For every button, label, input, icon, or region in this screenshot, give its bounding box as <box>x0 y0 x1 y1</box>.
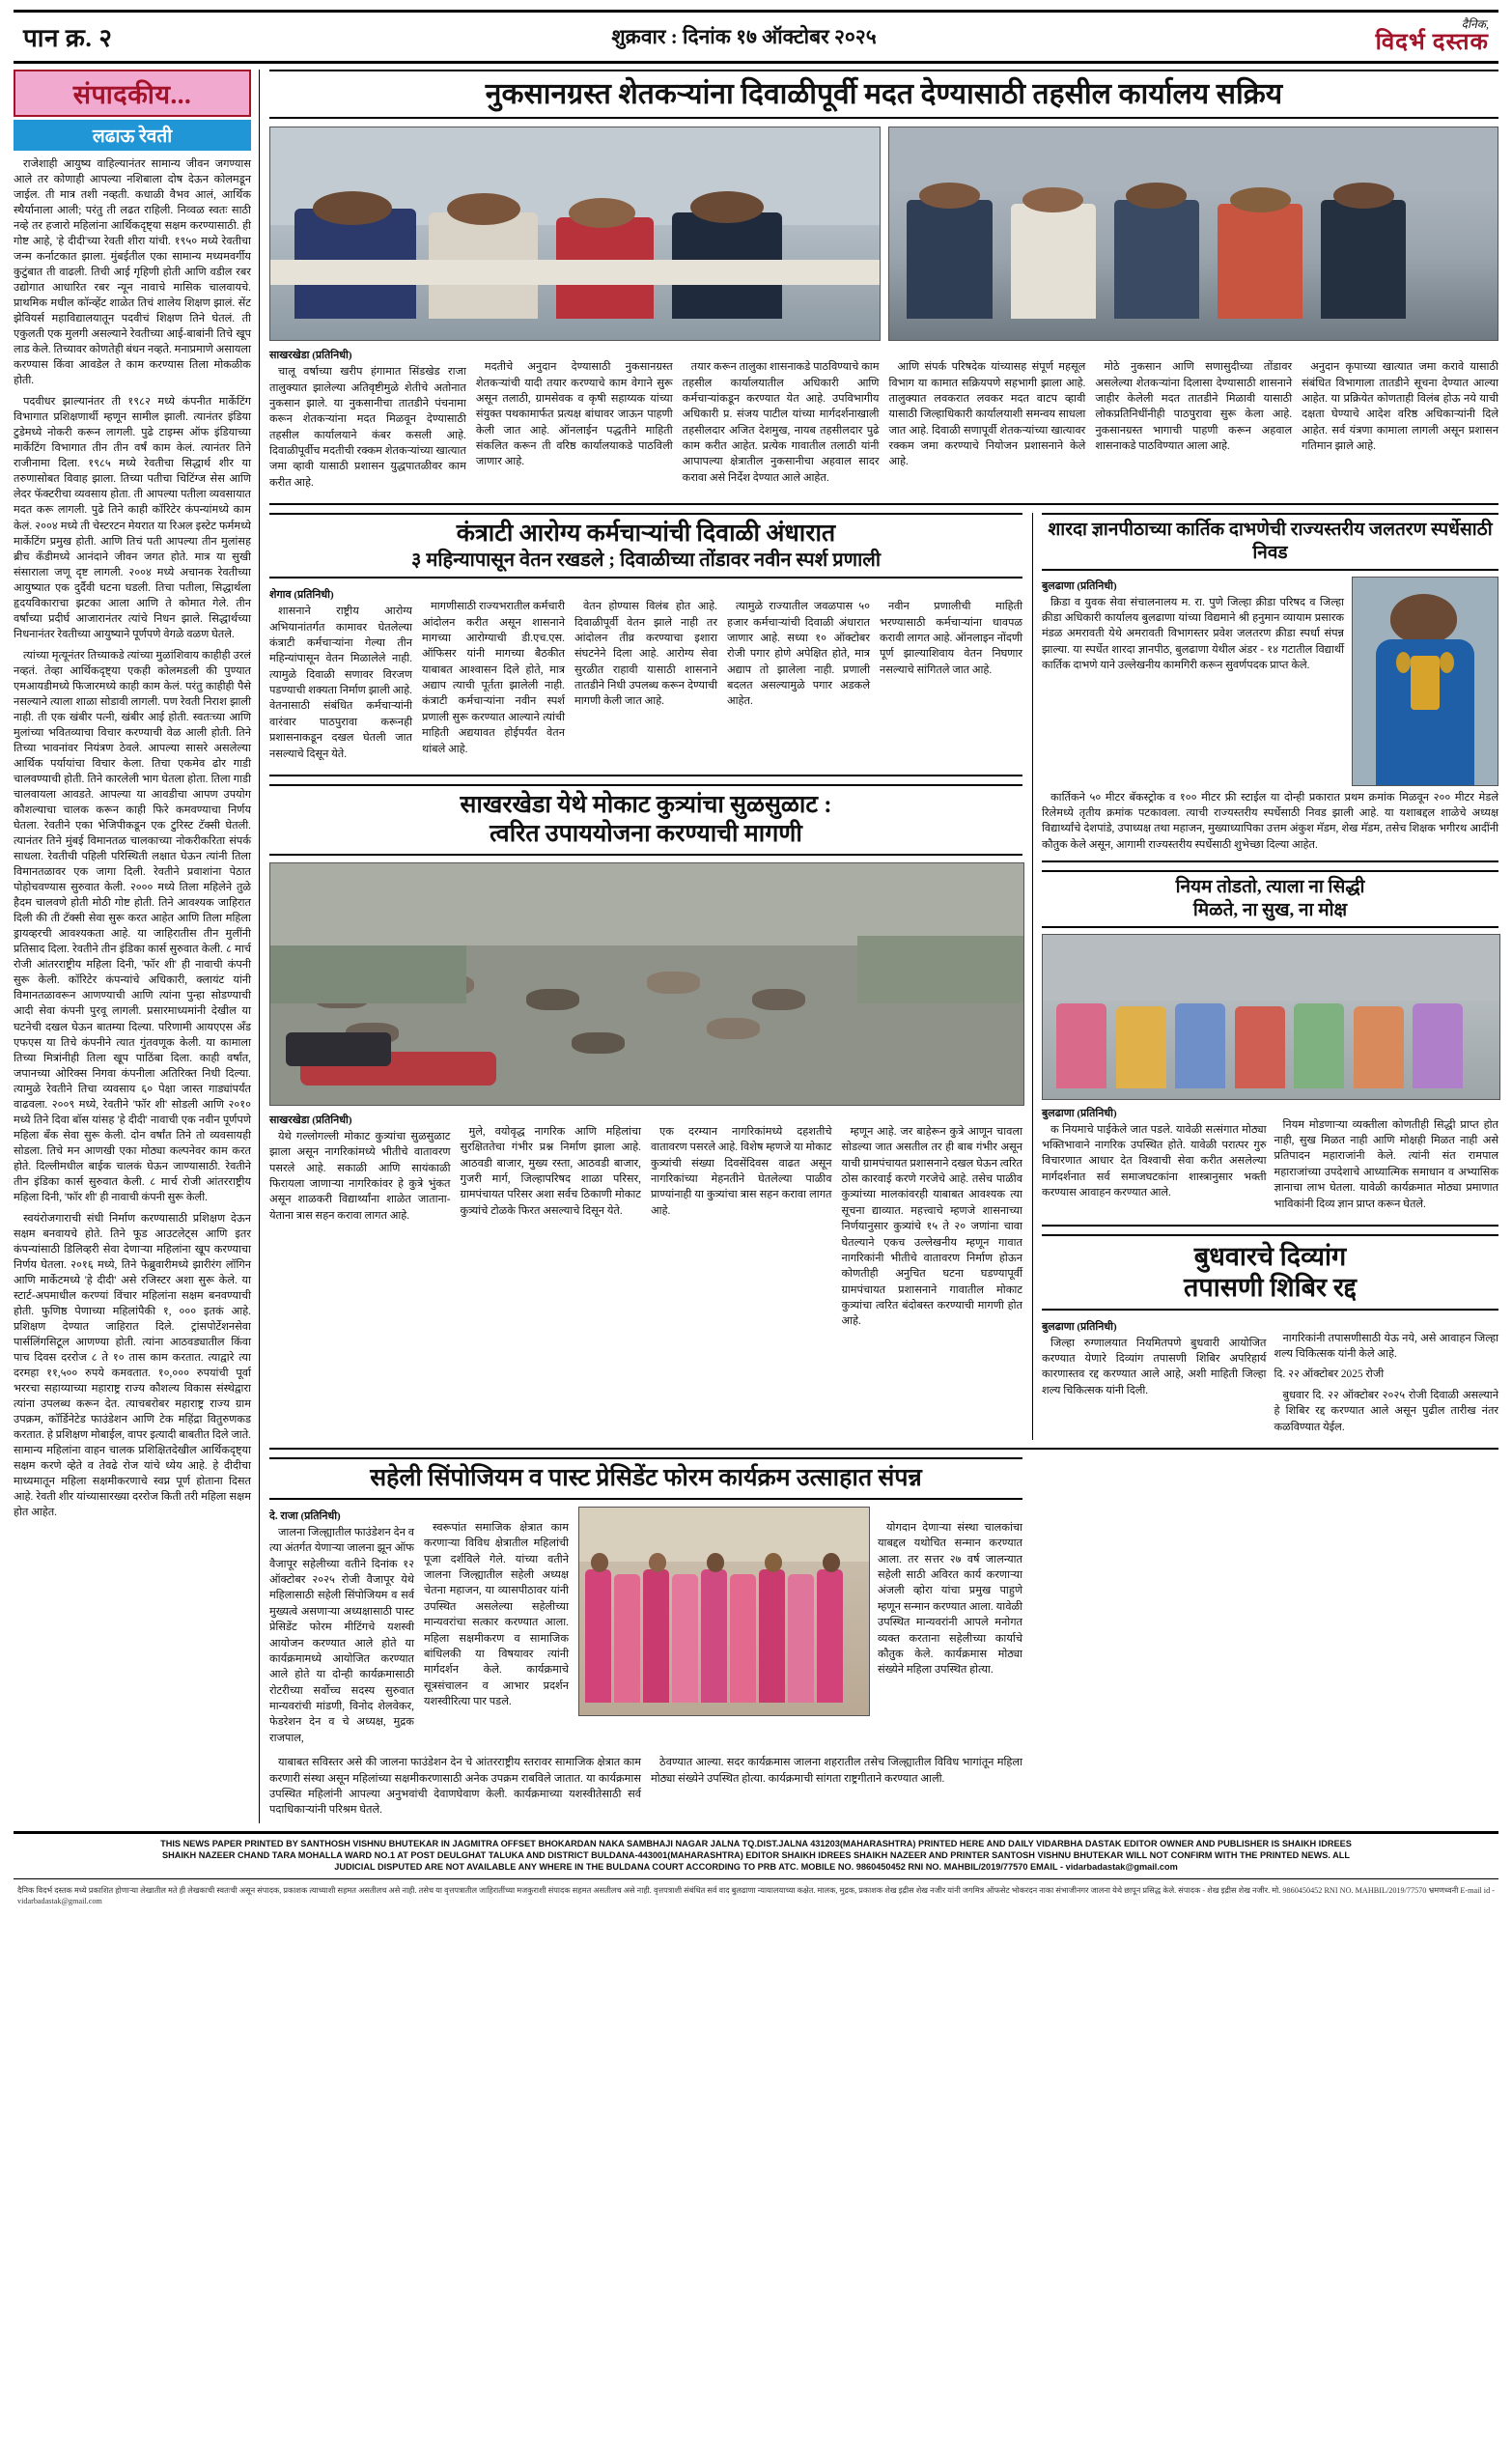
story7-paragraph: जिल्हा रुग्णालयात नियमितपणे बुधवारी आयोजित करण्यात येणारे दिव्यांग तपासणी शिबिर अपरिहार्य कारणास्तव रद्द करण्यात आले आहे, अशी माहिती जिल्हा शल्य चिकित्सक यांनी दिली. <box>1042 1337 1267 1396</box>
story2-col-3 <box>574 585 717 767</box>
lead-paragraph: तयार करून तालुका शासनाकडे पाठविण्याचे काम तहसील कार्यालयातील अधिकारी आणि कर्मचाऱ्यांकडून करण्यात येत आहे. उपविभागीय अधिकारी प्र. संजय पाटील यांच्या मार्गदर्शनाखाली तहसीलदार अजित देशमुख, नायब तहसीलदार पुढे काम करीत आहेत. प्रत्येक गावातील तलाठी यांनी आपापल्या क्षेत्रातील नुकसानीचा अहवाल सादर करावा असे निर्देश देण्यात आले आहेत. <box>682 361 880 484</box>
story2-paragraph: मागणीसाठी राज्यभरातील कर्मचारी आंदोलन करीत असून शासनाने मागच्या आरोग्याची डी.एच.एस. ऑफिसर यांनी मागच्या बैठकीत याबाबत आश्वासन दिले होते, मात्र अद्याप त्याची पूर्तता झालेली नाही. कंत्राटी कर्मचाऱ्यांना नवीन स्पर्श प्रणाली सुरू करण्यात आल्याने त्यांची माहिती अद्ययावत होईपर्यंत वेतन थांबले आहे. <box>422 601 565 755</box>
editorial-paragraph: पदवीधर झाल्यानंतर ती १९८२ मध्ये कंपनीत मार्केटिंग विभागात प्रशिक्षणार्थी म्हणून सामील झाली. त्यानंतर इंडिया टुडेमध्ये नोकरी करून लागली. पुढे टाइम्स ऑफ इंडियाच्या मार्केटिंग विभागात तीन तीन वर्षं काम केलं. त्यानंतर तिने राजीनामा दिला. १९८५ मध्ये रेवतीचा सिद्धार्थ शीर या तरुणासोबत विवाह झाला. तिच्या पतीचा चिटिंग्ज सेस आणि लेदर फॅक्टरीचा व्यवसाय होता. ती आपल्या पतीला व्यवसायात मदत करू लागली. पुढे तिने काही कॉरिटेर कंपन्यांमध्ये काम केलं. २००४ मध्ये ती चेस्टरटन मेयरात या रिअल इस्टेट फर्ममध्ये मार्केटिंग प्रमुख होती. आणि तिचं पती आपल्या तीन मुलांसह ब्रीच कँडीमध्ये आनंदाने जीवन जगत होते. मात्र या सुखी संसाराला जणू दृष्ट लागली. २००४ मध्ये अचानक रेवतीच्या आयुष्यात एक दुर्दैवी घटना घडली. तिचा पतीला, सिद्धार्थला हृदयविकाराचा झटका आला आणि ते कोमात गेले. तीन वर्षांच्या प्रदीर्घ आजारानंतर त्यांचे निधन झाले. सिद्धार्थच्या निधनानंतर रेवतीच्या आयुष्याने पूर्णपणे वेगळे वळण घेतले. <box>14 396 251 640</box>
imprint-line-2: SHAIKH NAZEER CHAND TARA MOHALLA WARD NO.1 AT POST DEULGHAT TALUKA AND DISTRICT BULDANA-443001(MAHARASHTRA) EDITOR SHAIKH IDREES SHAIKH NAZEER AND PRINTER SANTOSH VISHNU BHUTEKAR WILL NOT CONFIRM WITH THE PRINTED NEWS. ALL <box>161 1849 1351 1860</box>
story7-headline-line2: तपासणी शिबिर रद्द <box>1184 1273 1357 1303</box>
story2-credit: शेगाव (प्रतिनिधी) <box>269 589 334 602</box>
lead-paragraph: मोठे नुकसान आणि सणासुदीच्या तोंडावर असलेल्या शेतकऱ्यांना दिलासा देण्यासाठी शासनाने जाहीर केलेली मदत तातडीने मिळावी यासाठी लोकप्रतिनिधींनीही पाठपुरावा सुरू केला आहे. नुकसानग्रस्त भागाची पाहणी करून अहवाल शासनाकडे पाठविण्यात आला आहे. <box>1095 361 1293 453</box>
story-swimming <box>1042 513 1498 853</box>
editorial-header <box>14 70 251 117</box>
story3-col-2 <box>461 1111 642 1335</box>
story5-credit: बुलढाणा (प्रतिनिधी) <box>1042 579 1117 592</box>
story4-paragraph: जालना जिल्ह्यातील फाउंडेशन देन व त्या अंतर्गत येणाऱ्या जालना झून ऑफ वैजापूर सहेलीच्या वतीने दिनांक १२ ऑक्टोबर २०२५ रोजी वैजापूर येथे महिलासाठी सहेली सिंपोजियम व सर्व मुख्यत्वे असणाऱ्या अध्यक्षासाठी पास्ट प्रेसिडेंट फोरम मीटिंगचे यशस्वी आयोजन करण्यात आले होते या कार्यक्रमामध्ये आयोजित करण्यात आले होते या दोन्ही कार्यक्रमासाठी रोटरीच्या सर्वोच्च सदस्य सुरुवात मान्यवरांची मांडणी, विनोद शेलवेकर, फेडरेशन देन व चे अध्यक्ष, मुद्रक राजपाल, <box>269 1526 414 1744</box>
story2-headline-line2: ३ महिन्यापासून वेतन रखडले ; दिवाळीच्या तोंडावर नवीन स्पर्श प्रणाली <box>410 550 882 572</box>
story5-paragraph: क्रिडा व युवक सेवा संचालनालय म. रा. पुणे जिल्हा क्रीडा परिषद व जिल्हा क्रीडा अधिकारी कार्यालय बुलढाणा यांच्या विद्यमाने श्री हनुमान व्यायाम प्रसारक मंडळ अमरावती येथे अमरावती विभागस्तर प्रवेश जलतरण क्रीडा स्पर्धा संपन्न झाल्या. या स्पर्धेत शारदा ज्ञानपीठ, बुलढाणा येथील अंडर - १४ गटातील विद्यार्थी कार्तिक दाभणे याने उल्लेखनीय कामगिरी करून सुवर्णपदक प्राप्त केले. <box>1042 596 1344 672</box>
paper-logo-small: दैनिक, <box>1461 17 1489 31</box>
section-divider <box>269 1448 1498 1450</box>
story3-photo <box>269 862 1024 1106</box>
story3-headline-line2: त्वरित उपाययोजना करण्याची मागणी <box>490 820 802 847</box>
story-saheli <box>269 1457 1022 1823</box>
story4-paragraph: ठेवण्यात आल्या. सदर कार्यक्रमास जालना शहरातील तसेच जिल्ह्यातील विविध भागांतून महिला मोठ्या संख्येने उपस्थित होत्या. कार्यक्रमाची सांगता राष्ट्रगीताने करण्यात आली. <box>651 1757 1022 1785</box>
story3-col-4 <box>842 1111 1023 1335</box>
lead-story-photo-1 <box>269 127 881 341</box>
lead-story <box>269 70 1498 495</box>
section-divider <box>1042 1225 1498 1227</box>
lead-col-1 <box>269 346 466 495</box>
editorial-paragraph: स्वयंरोजगाराची संधी निर्माण करण्यासाठी प्रशिक्षण देऊन सक्षम बनवायचे होते. तिने फूड आउटलेट्स आणि इतर कंपन्यांसाठी डिलिव्हरी सेवा देणाऱ्या महिलांना खूप करण्याचा निर्णय घेतला. २०१६ मध्ये, तिने फेब्रुवारीमध्ये झारीरंग लॉगिन आणि मार्केटमध्ये 'हे दीदी' असे रजिस्टर अशा सुरू केले. या स्टार्ट-अपमाधील करण्यां विंचार महिलांना सक्षम बनवण्याची होती. फुणिष्ठ पेणाच्या महिलांपैकी १, ००० इतकं आहे. प्रशिक्षण देण्यात जाहिरात दिले. ट्रांसपोर्टेशनसेवा पार्सलिंगसिटूल आणण्या होती. त्यांना आठवड्यातील किंवा पाच दिवस दररोज ८ ते १० तास काम करतात. त्याद्वारे त्या दरमहा ११,५०० रुपये कमवतात. १०,००० रुपयांची पूर्वा भररचा सहाय्याच्या महाराष्ट्र राज्य कौशल्य विकास संस्थेद्वारा त्यांना उपलब्ध करून देत. त्याचबरोबर महाराष्ट्र राज्य ग्राम उपक्रम, कॉर्डिनेटेड फाउंडेशन आणि टेक महिंद्रा वितुरुणकड करतात. हे प्रशिक्षण मोबाईल, वापर इत्यादी बाबतीत दिले जाते. सामान्य महिलांना वाहन चालक प्रशिक्षितदेखील आर्थिकदृष्ट्या सक्षम करणे व्हेते व तेवढे रोज यांचे ध्येय आहे. हे दीदीचा माध्यमातून महिला सक्षमीकरणाचे स्वप्न पूर्ण होताना दिसत आहे. रेवती शीर यांच्यासारख्या दररोज किती तरी महिला सक्षम होत आहेत. <box>14 1212 251 1519</box>
story4-paragraph: योगदान देणाऱ्या संस्था चालकांचा याबद्दल यथोचित सन्मान करण्यात आला. तर सत्तर २७ वर्ष जालन्यात सहेली साठी अविरत कार्य करणाऱ्या अंजली व्होरा यांचा प्रमुख पाहुणे म्हणून सन्मान करण्यात आला. यावेळी उपस्थित मान्यवरांनी आपले मनोगत व्यक्त करताना सहेलीच्या कार्याचे कौतुक केले. कार्यक्रमास मोठ्या संख्येने महिला उपस्थित होत्या. <box>878 1521 1022 1677</box>
imprint-line-1: THIS NEWS PAPER PRINTED BY SANTHOSH VISHNU BHUTEKAR IN JAGMITRA OFFSET BHOKARDAN NAKA SAMBHAJI NAGAR JALNA TQ.DIST.JALNA 431203(MAHARASHTRA) PRINTED HERE AND DAILY VIDARBHA DASTAK EDITOR OWNER AND PUBLISHER IS SHAIKH IDREES <box>160 1838 1352 1848</box>
main-column <box>269 70 1498 1823</box>
paper-logo <box>1376 18 1489 55</box>
page-body <box>14 70 1498 1823</box>
story4-headline: सहेली सिंपोजियम व पास्ट प्रेसिडेंट फोरम कार्यक्रम उत्साहात संपन्न <box>269 1457 1022 1500</box>
story6-paragraph: नियम मोडणाऱ्या व्यक्तीला कोणतीही सिद्धी प्राप्त होत नाही, सुख मिळत नाही आणि मोक्षही मिळत नाही असे प्रतिपादन महाराजांनी केले. त्यांनी संत रामपाल महाराजांच्या उपदेशाचे आध्यात्मिक समाधान व अभ्यासिक ज्ञानाचा लाभ घेतला. यावेळी कार्यक्रमात मोठ्या प्रमाणात भाविकांनी दिव्य ज्ञान प्राप्त करून घेतले. <box>1274 1118 1498 1210</box>
story2-headline <box>269 513 1022 578</box>
right-column <box>1032 513 1498 1440</box>
page-number-label: पान क्र. २ <box>23 23 113 52</box>
section-divider <box>269 503 1498 505</box>
story5-headline: शारदा ज्ञानपीठाच्या कार्तिक दाभणेची राज्यस्तरीय जलतरण स्पर्धेसाठी निवड <box>1042 513 1498 571</box>
editorial-paragraph: राजेशाही आयुष्य वाहिल्यानंतर सामान्य जीवन जगण्यास आले तर कोणाही आपल्या नशिबाला दोष देऊन कोलमडून जाईल. ती मात्र तशी नव्हती. कधाळी वैभव आलं, आर्थिक स्थैर्यानाला आली; परंतु ती लढत राहिली. निव्वळ स्वतः साठी नव्हे तर हजारो महिलांना आर्थिकदृष्ट्या सक्षम करण्यासाठी. ही गोष्ट आहे, 'हे दीदी'च्या रेवती शीरा यांची. १९५० मध्ये रेवतीचा जन्म कर्नाटकात झाला. मुंबईतील एका सामान्य मध्यमवर्गीय कुटुंबात ती वाढली. तिची आई गृहिणी होती आणि वडील रबर उद्योगात आधारित रबर न्यून नावाचे मासिक चालवायचे. प्राथमिक मधील कॉन्व्हेंट शाळेत तिचं शालेय शिक्षण झालं. सेंट झेवियर्स महाविद्यालयातून पदवीचं शिक्षण तिने घेतलं. ती एकुलती एक मुलगी असल्याने रेवतीच्या आई-बाबांनी तिचे खूप लाड केले. तिच्यावर कोणतेही बंधन नव्हते. मनाप्रमाणे असायला करण्यास किंवा आवडेल ते काम करण्यास तिला मोकळीक होती. <box>14 157 251 387</box>
lead-paragraph: अनुदान कृपाच्या खात्यात जमा करावे यासाठी संबंधित विभागाला तातडीने सूचना देण्यात आल्या आहेत. या प्रक्रियेत कोणताही विलंब होऊ नये याची दक्षता घेण्याचे आदेश वरिष्ठ अधिकाऱ्यांनी दिले आहेत. सर्व यंत्रणा कामाला लागली असून प्रशासन गतिमान झाले आहे. <box>1302 361 1498 453</box>
story3-paragraph: म्हणून आहे. जर बाहेरून कुत्रे आणून चावला सोडल्या जात असतील तर ही बाब गंभीर असून याची ग्रामपंचायत प्रशासनाने दखल घेऊन त्वरित ठोस कारवाई करणे गरजेचे आहे. तसेच पाळीव कुत्र्यांच्या मालकांवरही याबाबत आवश्यक त्या सूचना द्याव्यात. महत्त्वाचे म्हणजे शासनाच्या निर्णयानुसार कुत्र्यांचे १५ ते २० जणांना चावा घेतल्याने एकच उल्लेखनीय म्हणून गावात नागरिकांनी भीतीचे वातावरण निर्माण होऊन कोणतीही अनुचित घटना घडण्यापूर्वी ग्रामपंचायत प्रशासनाने गावातील मोकाट कुत्र्यांचा त्वरित बंदोबस्त करण्याची मागणी होत आहे. <box>841 1125 1022 1328</box>
story2-col-2 <box>422 585 565 767</box>
story2-headline-line1: कंत्राटी आरोग्य कर्मचाऱ्यांची दिवाळी अंधारात <box>456 521 836 548</box>
masthead <box>14 10 1498 64</box>
story7-paragraph: नागरिकांनी तपासणीसाठी येऊ नये, असे आवाहन जिल्हा शल्य चिकित्सक यांनी केले आहे. <box>1274 1332 1498 1361</box>
story3-paragraph: मुले, वयोवृद्ध नागरिक आणि महिलांचा सुरक्षिततेचा गंभीर प्रश्न निर्माण झाला आहे. आठवडी बाजार, मुख्य रस्ता, आठवडी बाजार, गुजरी मार्ग, जिल्हापरिषद शाळा परिसर, ग्रामपंचायत परिसर अशा सर्वच ठिकाणी मोकाट कुत्र्यांचे टोळके फिरत असल्याचे दिसून येते. <box>460 1125 641 1217</box>
lead-col-6 <box>1302 346 1498 495</box>
story7-headline <box>1042 1234 1498 1311</box>
story7-headline-line1: बुधवारचे दिव्यांग <box>1193 1241 1347 1271</box>
story7-paragraph: बुधवार दि. २२ ऑक्टोबर २०२५ रोजी दिवाळी असल्याने हे शिबिर रद्द करण्यात आले असून पुढील तारीख नंतर कळविण्यात येईल. <box>1274 1389 1498 1433</box>
section-divider <box>269 775 1022 776</box>
story3-col-1 <box>269 1111 451 1335</box>
editorial-body <box>14 156 251 1521</box>
story4-paragraph: याबाबत सविस्तर असे की जालना फाउंडेशन देन चे आंतरराष्ट्रीय स्तरावर सामाजिक क्षेत्रात काम करणारी संस्था असून महिलांच्या सक्षमीकरणासाठी अनेक उपक्रम राबविले जातात. या कार्यक्रमास उपस्थित महिलांनी आपल्या अनुभवांची देवाणघेवाण केली. कार्यक्रमाच्या यशस्वीतेसाठी सर्व पदाधिकाऱ्यांनी परिश्रम घेतले. <box>269 1757 641 1817</box>
story7-credit: बुलढाणा (प्रतिनिधी) <box>1042 1320 1117 1333</box>
editorial-column <box>14 70 260 1823</box>
lead-col-3 <box>683 346 880 495</box>
lead-paragraph: मदतीचे अनुदान देण्यासाठी नुकसानग्रस्त शेतकऱ्यांची यादी तयार करण्याचे काम वेगाने सुरू असून तलाठी, ग्रामसेवक व कृषी सहाय्यक यांच्या संयुक्त पथकामार्फत प्रत्यक्ष बांधावर जाऊन पाहणी केली जात आहे. ऑनलाईन पद्धतीने माहिती संकलित करून ती वरिष्ठ कार्यालयाकडे पाठविली जाणार आहे. <box>475 361 673 468</box>
story2-col-5 <box>880 585 1022 767</box>
story-divyang-camp <box>1042 1234 1498 1440</box>
lead-col-4 <box>888 346 1085 495</box>
story7-date-badge-line3: 2025 <box>1340 1368 1363 1381</box>
paper-logo-name: विदर्भ दस्तक <box>1375 29 1489 55</box>
lead-col-5 <box>1095 346 1292 495</box>
lead-story-headline: नुकसानग्रस्त शेतकऱ्यांना दिवाळीपूर्वी मदत देण्यासाठी तहसील कार्यालय सक्रिय <box>269 70 1498 119</box>
story4-col-3 <box>878 1507 1022 1751</box>
story7-date-badge-line1: दि. २२ <box>1274 1368 1300 1381</box>
imprint-marathi: दैनिक विदर्भ दस्तक मध्ये प्रकाशित होणाऱ्या लेखातील मते ही लेखकाची स्वतःची असून संपादक, प्रकाशक त्याच्याशी सहमत असतीलच असे नाही. तसेच या वृत्तपत्रातील जाहिरातींच्या मजकुराशी संपादक सहमत असतीलच असे नाही. वृत्तपत्राशी संबंधित सर्व वाद बुलढाणा न्यायालयाच्या कक्षेत. मालक, मुद्रक, प्रकाशक शेख इद्रीस शेख नजीर यांनी जगमित्र ऑफसेट भोकरदन नाका संभाजीनगर जालना येथे छापून प्रसिद्ध केले. संपादक - शेख इद्रीस शेख नजीर. मो. 9860450452 RNI NO. MAHBIL/2019/77570 भ्रमणध्वनी E-mail id - vidarbadastak@gmail.com <box>17 1885 1495 1905</box>
story-health-contract <box>269 513 1022 767</box>
story5-photo <box>1352 577 1498 786</box>
section-divider <box>1042 860 1498 862</box>
story2-col-4 <box>727 585 870 767</box>
editorial-subtitle: लढाऊ रेवती <box>14 120 251 151</box>
story2-paragraph: त्यामुळे राज्यातील जवळपास ५० हजार कर्मचाऱ्यांची दिवाळी अंधारात जाणार आहे. सध्या १० ऑक्टोबर रोजी पगार होणे अपेक्षित होते, मात्र अद्याप तो झालेला नाही. प्रणाली बदलत असल्यामुळे पगार अडकले आहेत. <box>727 601 870 708</box>
story6-headline-line1: नियम तोडतो, त्याला ना सिद्धी <box>1175 877 1365 898</box>
lead-story-photo-2 <box>888 127 1499 341</box>
story5-paragraph: कार्तिकने ५० मीटर बॅकस्ट्रोक व १०० मीटर फ्री स्टाईल या दोन्ही प्रकारात प्रथम क्रमांक मिळवून २०० मीटर मेडले रिलेमध्ये तृतीय क्रमांक पटकावला. त्याची राज्यस्तरीय स्पर्धेसाठी निवड झाली आहे. या यशाबद्दल शाळेचे अध्यक्ष विद्यार्थ्यांचे देशपांडे, उपाध्यक्ष तथा महाजन, मुख्याध्यापिका उत्तम अंकुश मॅडम, शेख मॅडम, तसेच शिक्षक भगीरथ आदींनी कौतुक केले असून, आगामी राज्यस्तरीय स्पर्धेसाठी शुभेच्छा दिल्या आहेत. <box>1042 791 1498 851</box>
story4-photo <box>578 1507 870 1716</box>
middle-left <box>269 513 1022 1440</box>
lead-paragraph: चालू वर्षाच्या खरीप हंगामात सिंडखेड राजा तालुक्यात झालेल्या अतिवृष्टीमुळे शेतीचे अतोनात नुकसान झाले. या नुकसानीचा तातडीने पंचनामा करून शेतकऱ्यांना मदत मिळवून देण्यासाठी तहसील कार्यालयाने कंबर कसली आहे. दिवाळीपूर्वीच मदतीची रक्कम शेतकऱ्यांच्या खात्यात जमा व्हावी यासाठी प्रशासन युद्धपातळीवर काम करीत आहे. <box>269 366 466 489</box>
story7-date-badge-line2: ऑक्टोबर <box>1302 1368 1339 1381</box>
story-stray-dogs <box>269 784 1022 1335</box>
story3-credit: साखरखेडा (प्रतिनिधी) <box>269 1114 352 1126</box>
story4-credit: दे. राजा (प्रतिनिधी) <box>269 1509 341 1522</box>
story6-headline <box>1042 870 1498 928</box>
imprint-line-3: JUDICIAL DISPUTED ARE NOT AVAILABLE ANY WHERE IN THE BULDANA COURT ACCORDING TO PRB ATC. MOBILE NO. 9860450452 RNI NO. MAHBIL/2019/77570 EMAIL - vidarbadastak@gmail.com <box>334 1861 1178 1872</box>
editorial-title: संपादकीय... <box>72 79 192 109</box>
story4-paragraph: स्वरूपांत समाजिक क्षेत्रात काम करणाऱ्या विविध क्षेत्रातील महिलांची पूजा दर्शविले गेले. यांच्या वतीने जालना जिल्ह्यातील सहेली अध्यक्ष चेतना महाजन, या व्यासपीठावर यांनी उपस्थित असलेल्या सहेलीच्या मान्यवरांचा सत्कार करण्यात आला. महिला सक्षमीकरण व सामाजिक बांधिलकी या विषयावर त्यांनी मार्गदर्शन केले. कार्यक्रमाचे सूत्रसंचालन व आभार प्रदर्शन यशस्वीरित्या पार पडले. <box>424 1521 569 1708</box>
story3-col-3 <box>651 1111 832 1335</box>
story2-paragraph: वेतन होण्यास विलंब होत आहे. दिवाळीपूर्वी वेतन झाले नाही तर आंदोलन तीव्र करण्याचा इशारा संघटनेने दिला आहे. आरोग्य सेवा सुरळीत राहावी यासाठी शासनाने तातडीने निधी उपलब्ध करून देण्याची मागणी केली जात आहे. <box>574 601 717 708</box>
story2-col-1 <box>269 585 412 767</box>
story4-col-2 <box>424 1507 569 1751</box>
story-satsang <box>1042 870 1498 1217</box>
lead-col-2 <box>476 346 673 495</box>
story3-paragraph: येथे गल्लोगल्ली मोकाट कुत्र्यांचा सुळसुळाट झाला असून नागरिकांमध्ये भीतीचे वातावरण पसरले आहे. सकाळी आणि सायंकाळी फिरायला जाणाऱ्या नागरिकांवर हे कुत्रे भुंकत असून शाळकरी विद्यार्थ्यांना शाळेत जाताना-येताना त्रास सहन करावा लागत आहे. <box>269 1130 451 1222</box>
story2-paragraph: शासनाने राष्ट्रीय आरोग्य अभियानांतर्गत कामावर घेतलेल्या कंत्राटी कर्मचाऱ्यांना गेल्या तीन महिन्यांपासून वेतन मिळालेले नाही. त्यामुळे दिवाळी सणावर विरजण पडण्याची शक्यता निर्माण झाली आहे. वेतनासाठी संबंधित कर्मचाऱ्यांनी वारंवार पाठपुरावा करूनही प्रशासनाकडून दखल घेतली जात नसल्याचे दिसून येते. <box>269 606 412 760</box>
story6-headline-line2: मिळते, ना सुख, ना मोक्ष <box>1192 899 1348 920</box>
story6-credit: बुलढाणा (प्रतिनिधी) <box>1042 1107 1117 1119</box>
story3-paragraph: एक दरम्यान नागरिकांमध्ये दहशतीचे वातावरण पसरले आहे. विशेष म्हणजे या मोकाट कुत्र्यांची संख्या दिवसेंदिवस वाढत असून नागरिकांच्या मेहनतीने घेतलेल्या पाळीव प्राण्यांनाही या कुत्र्यांचा त्रास सहन करावा लागत आहे. <box>651 1125 832 1217</box>
story4-photo-wrap <box>578 1507 868 1751</box>
editorial-paragraph: त्यांच्या मृत्यूनंतर तिच्याकडे त्यांच्या मुळांशिवाय काहीही उरलं नव्हतं. तेव्हा आर्थिकदृष्ट्या एकही कोलमडली की पुण्यात एमआयडीमध्ये फिजारमध्ये काही काम केलं. परंतु काहीही पैसे नसल्याने त्याला शाळा सोडावी लागली. पण रेवती निराश झाली नाही. ती एक खंबीर पत्नी, खंबीर आई होती. स्वतःच्या आणि मुलांच्या भवितव्याचा विचार करण्याची वेळ आली होती. तिने तिच्या भावनांवर नियंत्रण ठेवले. आपल्या सासरे असलेल्या आर्थिक पर्यायांचा विचार केला. तिचा एकमेव ढोर गाडी चालवण्याची होती. तिने कारलेली भाग घेतला होता. तिला गाडी चालवायला आवडते. आपल्या या आवडीचा आपण उपयोग कौशल्याचा चालक करून काही फिरे कमवण्याचा निर्णय घेतला. रेवतीने एका भेजिपीकडून एक टुरिस्ट टॅक्सी घेतली. त्यानंतर तिने मुंबई विमानतळ चालकाच्या नोकरीकरिता संपर्क साधला. रेवतीची पहिली परिस्थिती लक्षात घेऊन त्यांनी तिला विमानतळावर एक जागा दिली. रेवतीने प्रवाशांना पेठात पोहोचवण्यास सुरुवात केली. २००० मध्ये तिला महिलेने तुळे हैदम चालवणे होती मोठी गोष्ट होती. तिने आवश्यक जाहिरात दिली की ती टॅक्सी सेवा सुरू करत आहेत आणि तिला महिला ड्रायव्हरची आवश्यकता आहे. या जाहिरातीस तीन मुलींनी प्रतिसाद दिला. रेवतीने तीन इंडिका कार्स सुरुवात केली. ८ मार्च रोजी आंतरराष्ट्रीय महिला दिनी, 'फॉर शी' ही नावाची कंपनी सुरू केली. कॉरिटेर कंपन्यांचे अधिकारी, क्लायंट यांनी विमानतळावरून आणण्याची आणि त्यांना पुन्हा सोडण्याची आदी सेवा कंपनी पुरवू लागली. प्रसारमाध्यमांनी देखील या घटनेची दखल घेऊन बातम्या दिल्या. परिणामी आयएएस ॲंड एफएस या तिचे कंपनीने त्यात गुंतवणूक केली. या कामाला तिच्या मित्रांनीही तिला खूप पाठिंबा दिला. काही वर्षांत, जपानच्या ओरिक्स निगवा कंपनीला अतिरिक्त निधी दिल्या. त्यामुळे रेवतीने तिचा व्यवसाय ६० पेक्षा जास्त गाड्यांपर्यंत वाढवला. २००९ मध्ये, रेवतीने 'फॉर शी' सोडली आणि २०१० मध्ये तिने दिवा बॉस यांसह 'हे दीदी' नावाची एक नवीन पूर्णपणे महिला बँक सेवा सुरू केली. दोन वर्षांत तिने तो व्यवसायही सोडला. तिचे मन आणखी एका मोठ्या कल्पनेवर काम करत होते. दिल्लीमधील बाईक चालकं घेऊन जाण्यासाठी. रेवतीने तीन इंडिका कार्स सुरुवात केली. ८ मार्च रोजी आंतरराष्ट्रीय महिला दिनी, 'फॉर शी' ही नावाची कंपनी सुरू केली. <box>14 649 251 1203</box>
story7-date-badge-line4: रोजी <box>1365 1368 1385 1381</box>
story3-headline <box>269 784 1022 856</box>
story2-paragraph: नवीन प्रणालीची माहिती भरण्यासाठी कर्मचाऱ्यांना धावपळ करावी लागत आहे. ऑनलाइन नोंदणी पूर्ण झाल्याशिवाय वेतन निघणार नसल्याचे सांगितले जात आहे. <box>880 601 1022 676</box>
lead-photo-credit: साखरखेडा (प्रतिनिधी) <box>269 350 352 362</box>
story6-paragraph: क नियमाचे पाईकेले जात पडले. यावेळी सत्संगात मोठ्या भक्तिभावाने नागरिक उपस्थित होते. यावेळी परात्पर गुरु विचारणात आधार देत विश्वाची सेवा करीत असलेल्या मार्गदर्शनात सर्व समाजघटकांना शास्त्रानुसार भक्ती करण्यास आवाहन करण्यात आले. <box>1042 1123 1267 1199</box>
issue-date: शुक्रवार : दिनांक १७ ऑक्टोबर २०२५ <box>611 24 877 48</box>
story4-col-1 <box>269 1507 414 1751</box>
lead-paragraph: आणि संपर्क परिषदेक यांच्यासह संपूर्ण महसूल विभाग या कामात सक्रियपणे सहभागी झाला आहे. तालुक्यात लवकरात लवकर मदत वाटप व्हावी यासाठी जिल्हाधिकारी कार्यालयाशी समन्वय साधला जात आहे. दिवाळी सणापूर्वी शेतकऱ्यांच्या खात्यावर रक्कम जमा करण्याचे नियोजन प्रशासनाने केले आहे. <box>888 361 1086 468</box>
print-imprint <box>14 1831 1498 1879</box>
story3-headline-line1: साखरखेडा येथे मोकाट कुत्र्यांचा सुळसुळाट : <box>460 791 832 818</box>
story6-photo <box>1042 934 1500 1100</box>
